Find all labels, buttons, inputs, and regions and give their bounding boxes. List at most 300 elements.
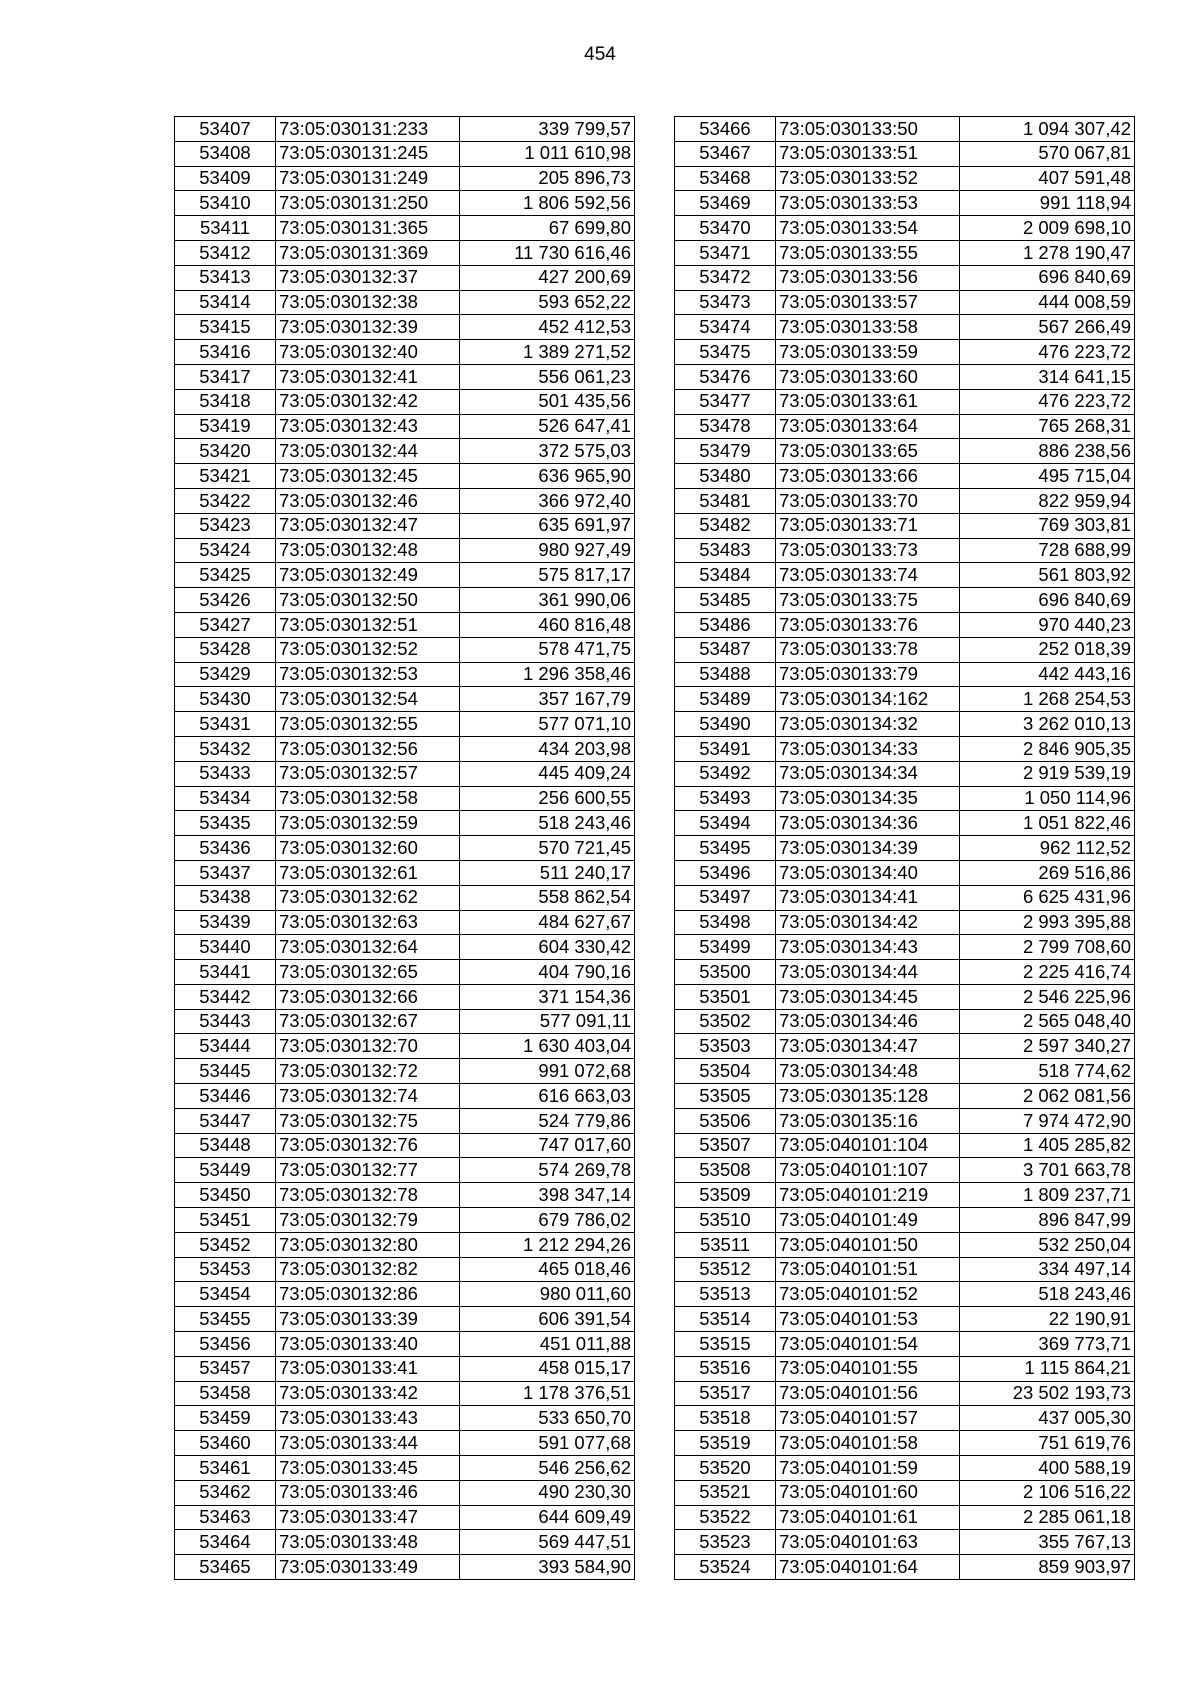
cadastral-number: 73:05:030133:59 (776, 340, 960, 365)
table-row (175, 637, 635, 662)
row-number: 53440 (175, 935, 276, 960)
table-row (175, 1505, 635, 1530)
cadastral-value: 1 405 285,82 (960, 1133, 1135, 1158)
cadastral-number: 73:05:030132:63 (276, 910, 460, 935)
row-number: 53451 (175, 1208, 276, 1233)
table-row (175, 563, 635, 588)
table-row (175, 935, 635, 960)
cadastral-number: 73:05:030133:73 (776, 538, 960, 563)
page-number: 454 (584, 44, 616, 65)
row-number: 53503 (675, 1034, 776, 1059)
table-row (175, 712, 635, 737)
cadastral-value: 398 347,14 (460, 1183, 635, 1208)
row-number: 53517 (675, 1381, 776, 1406)
cadastral-number: 73:05:030134:47 (776, 1034, 960, 1059)
table-row (675, 439, 1135, 464)
cadastral-value: 465 018,46 (460, 1257, 635, 1282)
row-number: 53495 (675, 836, 776, 861)
row-number: 53493 (675, 786, 776, 811)
cadastral-value: 696 840,69 (960, 588, 1135, 613)
cadastral-number: 73:05:030133:42 (276, 1381, 460, 1406)
cadastral-number: 73:05:030134:44 (776, 960, 960, 985)
row-number: 53424 (175, 538, 276, 563)
cadastral-value: 355 767,13 (960, 1530, 1135, 1555)
cadastral-table-left (174, 116, 635, 1580)
cadastral-number: 73:05:040101:55 (776, 1356, 960, 1381)
table-row (175, 984, 635, 1009)
cadastral-value: 1 630 403,04 (460, 1034, 635, 1059)
cadastral-value: 2 009 698,10 (960, 216, 1135, 241)
cadastral-number: 73:05:030132:86 (276, 1282, 460, 1307)
cadastral-value: 437 005,30 (960, 1406, 1135, 1431)
table-row (675, 117, 1135, 142)
cadastral-value: 991 072,68 (460, 1059, 635, 1084)
table-row (175, 439, 635, 464)
row-number: 53410 (175, 191, 276, 216)
cadastral-value: 339 799,57 (460, 117, 635, 142)
cadastral-number: 73:05:030132:47 (276, 513, 460, 538)
cadastral-number: 73:05:030133:65 (776, 439, 960, 464)
cadastral-value: 822 959,94 (960, 488, 1135, 513)
row-number: 53416 (175, 340, 276, 365)
table-row (675, 1480, 1135, 1505)
cadastral-number: 73:05:030131:233 (276, 117, 460, 142)
row-number: 53502 (675, 1009, 776, 1034)
row-number: 53485 (675, 588, 776, 613)
cadastral-value: 334 497,14 (960, 1257, 1135, 1282)
table-row (675, 836, 1135, 861)
table-row (675, 588, 1135, 613)
table-row (175, 662, 635, 687)
table-row (675, 786, 1135, 811)
cadastral-value: 980 927,49 (460, 538, 635, 563)
table-row (175, 1183, 635, 1208)
cadastral-number: 73:05:030132:58 (276, 786, 460, 811)
row-number: 53470 (675, 216, 776, 241)
row-number: 53425 (175, 563, 276, 588)
table-row (675, 1356, 1135, 1381)
table-row (175, 1456, 635, 1481)
row-number: 53507 (675, 1133, 776, 1158)
cadastral-value: 574 269,78 (460, 1158, 635, 1183)
row-number: 53427 (175, 612, 276, 637)
table-row (175, 1059, 635, 1084)
cadastral-value: 1 115 864,21 (960, 1356, 1135, 1381)
cadastral-value: 361 990,06 (460, 588, 635, 613)
cadastral-value: 6 625 431,96 (960, 885, 1135, 910)
row-number: 53444 (175, 1034, 276, 1059)
cadastral-number: 73:05:040101:64 (776, 1555, 960, 1580)
cadastral-number: 73:05:030134:43 (776, 935, 960, 960)
cadastral-number: 73:05:040101:52 (776, 1282, 960, 1307)
cadastral-value: 578 471,75 (460, 637, 635, 662)
cadastral-number: 73:05:030131:245 (276, 141, 460, 166)
cadastral-number: 73:05:030132:38 (276, 290, 460, 315)
cadastral-value: 452 412,53 (460, 315, 635, 340)
table-row (675, 191, 1135, 216)
row-number: 53491 (675, 736, 776, 761)
table-row (675, 1381, 1135, 1406)
table-row (175, 761, 635, 786)
cadastral-number: 73:05:030132:62 (276, 885, 460, 910)
cadastral-number: 73:05:040101:63 (776, 1530, 960, 1555)
table-row (675, 984, 1135, 1009)
cadastral-value: 444 008,59 (960, 290, 1135, 315)
cadastral-number: 73:05:030133:51 (776, 141, 960, 166)
row-number: 53522 (675, 1505, 776, 1530)
cadastral-value: 577 091,11 (460, 1009, 635, 1034)
row-number: 53471 (675, 240, 776, 265)
row-number: 53435 (175, 811, 276, 836)
cadastral-number: 73:05:030134:45 (776, 984, 960, 1009)
table-row (675, 910, 1135, 935)
table-row (175, 117, 635, 142)
cadastral-number: 73:05:040101:60 (776, 1480, 960, 1505)
table-row (675, 563, 1135, 588)
row-number: 53417 (175, 364, 276, 389)
table-row (175, 240, 635, 265)
cadastral-value: 476 223,72 (960, 389, 1135, 414)
table-row (175, 811, 635, 836)
table-row (675, 141, 1135, 166)
table-row (175, 1431, 635, 1456)
row-number: 53423 (175, 513, 276, 538)
table-row (675, 538, 1135, 563)
cadastral-value: 2 285 061,18 (960, 1505, 1135, 1530)
table-row (175, 736, 635, 761)
table-row (675, 1282, 1135, 1307)
cadastral-value: 765 268,31 (960, 414, 1135, 439)
cadastral-value: 570 067,81 (960, 141, 1135, 166)
cadastral-number: 73:05:030132:49 (276, 563, 460, 588)
cadastral-number: 73:05:030132:45 (276, 464, 460, 489)
table-row (175, 687, 635, 712)
cadastral-value: 393 584,90 (460, 1555, 635, 1580)
cadastral-value: 747 017,60 (460, 1133, 635, 1158)
cadastral-value: 561 803,92 (960, 563, 1135, 588)
table-row (675, 960, 1135, 985)
cadastral-value: 518 243,46 (960, 1282, 1135, 1307)
cadastral-value: 526 647,41 (460, 414, 635, 439)
table-row (675, 1257, 1135, 1282)
row-number: 53479 (675, 439, 776, 464)
cadastral-number: 73:05:030132:43 (276, 414, 460, 439)
cadastral-number: 73:05:040101:53 (776, 1307, 960, 1332)
row-number: 53445 (175, 1059, 276, 1084)
cadastral-value: 407 591,48 (960, 166, 1135, 191)
cadastral-number: 73:05:030134:32 (776, 712, 960, 737)
cadastral-value: 751 619,76 (960, 1431, 1135, 1456)
table-row (675, 265, 1135, 290)
row-number: 53419 (175, 414, 276, 439)
cadastral-table-right (674, 116, 1135, 1580)
table-row (675, 612, 1135, 637)
cadastral-number: 73:05:030132:70 (276, 1034, 460, 1059)
table-row (675, 1084, 1135, 1109)
row-number: 53511 (675, 1232, 776, 1257)
table-row (675, 1034, 1135, 1059)
cadastral-value: 679 786,02 (460, 1208, 635, 1233)
cadastral-value: 372 575,03 (460, 439, 635, 464)
cadastral-value: 1 050 114,96 (960, 786, 1135, 811)
table-row (175, 191, 635, 216)
table-row (175, 1381, 635, 1406)
table-row (675, 464, 1135, 489)
row-number: 53422 (175, 488, 276, 513)
row-number: 53433 (175, 761, 276, 786)
table-row (675, 389, 1135, 414)
cadastral-number: 73:05:040101:59 (776, 1456, 960, 1481)
row-number: 53437 (175, 860, 276, 885)
cadastral-value: 636 965,90 (460, 464, 635, 489)
row-number: 53512 (675, 1257, 776, 1282)
table-row (675, 1158, 1135, 1183)
cadastral-number: 73:05:030133:56 (776, 265, 960, 290)
table-row (175, 340, 635, 365)
cadastral-number: 73:05:030133:41 (276, 1356, 460, 1381)
cadastral-value: 606 391,54 (460, 1307, 635, 1332)
cadastral-value: 2 062 081,56 (960, 1084, 1135, 1109)
row-number: 53478 (675, 414, 776, 439)
cadastral-value: 644 609,49 (460, 1505, 635, 1530)
row-number: 53510 (675, 1208, 776, 1233)
row-number: 53463 (175, 1505, 276, 1530)
cadastral-value: 22 190,91 (960, 1307, 1135, 1332)
table-row (675, 1059, 1135, 1084)
row-number: 53519 (675, 1431, 776, 1456)
row-number: 53486 (675, 612, 776, 637)
cadastral-value: 484 627,67 (460, 910, 635, 935)
cadastral-value: 567 266,49 (960, 315, 1135, 340)
cadastral-value: 11 730 616,46 (460, 240, 635, 265)
row-number: 53459 (175, 1406, 276, 1431)
table-row (175, 885, 635, 910)
cadastral-number: 73:05:030132:76 (276, 1133, 460, 1158)
table-row (675, 488, 1135, 513)
row-number: 53472 (675, 265, 776, 290)
cadastral-number: 73:05:030133:55 (776, 240, 960, 265)
cadastral-value: 490 230,30 (460, 1480, 635, 1505)
cadastral-number: 73:05:040101:50 (776, 1232, 960, 1257)
table-row (675, 1108, 1135, 1133)
row-number: 53452 (175, 1232, 276, 1257)
cadastral-number: 73:05:030132:48 (276, 538, 460, 563)
table-row (675, 860, 1135, 885)
row-number: 53481 (675, 488, 776, 513)
table-row (675, 811, 1135, 836)
cadastral-value: 369 773,71 (960, 1332, 1135, 1357)
table-row (675, 513, 1135, 538)
table-row (175, 265, 635, 290)
cadastral-number: 73:05:030133:49 (276, 1555, 460, 1580)
cadastral-value: 886 238,56 (960, 439, 1135, 464)
cadastral-number: 73:05:030133:78 (776, 637, 960, 662)
row-number: 53460 (175, 1431, 276, 1456)
cadastral-value: 524 779,86 (460, 1108, 635, 1133)
cadastral-number: 73:05:030132:82 (276, 1257, 460, 1282)
table-row (175, 1555, 635, 1580)
cadastral-number: 73:05:030132:52 (276, 637, 460, 662)
cadastral-number: 73:05:030133:47 (276, 1505, 460, 1530)
table-row (675, 240, 1135, 265)
row-number: 53513 (675, 1282, 776, 1307)
table-row (675, 216, 1135, 241)
cadastral-number: 73:05:040101:219 (776, 1183, 960, 1208)
table-row (675, 1555, 1135, 1580)
cadastral-number: 73:05:030134:35 (776, 786, 960, 811)
cadastral-value: 23 502 193,73 (960, 1381, 1135, 1406)
cadastral-value: 1 178 376,51 (460, 1381, 635, 1406)
cadastral-number: 73:05:030134:39 (776, 836, 960, 861)
row-number: 53432 (175, 736, 276, 761)
cadastral-number: 73:05:030132:77 (276, 1158, 460, 1183)
cadastral-number: 73:05:030132:54 (276, 687, 460, 712)
row-number: 53439 (175, 910, 276, 935)
cadastral-value: 1 094 307,42 (960, 117, 1135, 142)
row-number: 53501 (675, 984, 776, 1009)
row-number: 53505 (675, 1084, 776, 1109)
table-row (675, 935, 1135, 960)
cadastral-value: 593 652,22 (460, 290, 635, 315)
row-number: 53468 (675, 166, 776, 191)
cadastral-number: 73:05:030133:48 (276, 1530, 460, 1555)
cadastral-number: 73:05:030133:54 (776, 216, 960, 241)
table-row (175, 538, 635, 563)
cadastral-number: 73:05:030134:33 (776, 736, 960, 761)
row-number: 53453 (175, 1257, 276, 1282)
cadastral-number: 73:05:030131:365 (276, 216, 460, 241)
row-number: 53415 (175, 315, 276, 340)
row-number: 53449 (175, 1158, 276, 1183)
table-row (175, 364, 635, 389)
table-row (175, 1257, 635, 1282)
row-number: 53488 (675, 662, 776, 687)
row-number: 53431 (175, 712, 276, 737)
table-row (675, 687, 1135, 712)
table-row (675, 1009, 1135, 1034)
row-number: 53504 (675, 1059, 776, 1084)
table-row (175, 1356, 635, 1381)
row-number: 53456 (175, 1332, 276, 1357)
cadastral-value: 1 268 254,53 (960, 687, 1135, 712)
cadastral-number: 73:05:030134:48 (776, 1059, 960, 1084)
row-number: 53438 (175, 885, 276, 910)
table-row (175, 910, 635, 935)
cadastral-value: 616 663,03 (460, 1084, 635, 1109)
cadastral-number: 73:05:030132:75 (276, 1108, 460, 1133)
table-row (175, 1530, 635, 1555)
cadastral-number: 73:05:030133:46 (276, 1480, 460, 1505)
row-number: 53455 (175, 1307, 276, 1332)
cadastral-value: 1 809 237,71 (960, 1183, 1135, 1208)
cadastral-value: 451 011,88 (460, 1332, 635, 1357)
table-row (675, 736, 1135, 761)
row-number: 53446 (175, 1084, 276, 1109)
row-number: 53412 (175, 240, 276, 265)
cadastral-value: 518 774,62 (960, 1059, 1135, 1084)
table-row (675, 414, 1135, 439)
table-row (175, 315, 635, 340)
cadastral-value: 728 688,99 (960, 538, 1135, 563)
table-row (175, 513, 635, 538)
cadastral-number: 73:05:030132:51 (276, 612, 460, 637)
cadastral-number: 73:05:030134:41 (776, 885, 960, 910)
cadastral-number: 73:05:040101:57 (776, 1406, 960, 1431)
cadastral-number: 73:05:030133:53 (776, 191, 960, 216)
row-number: 53407 (175, 117, 276, 142)
cadastral-value: 252 018,39 (960, 637, 1135, 662)
cadastral-number: 73:05:030133:75 (776, 588, 960, 613)
cadastral-number: 73:05:040101:49 (776, 1208, 960, 1233)
cadastral-number: 73:05:040101:104 (776, 1133, 960, 1158)
cadastral-value: 1 212 294,26 (460, 1232, 635, 1257)
table-row (175, 1108, 635, 1133)
row-number: 53480 (675, 464, 776, 489)
row-number: 53520 (675, 1456, 776, 1481)
cadastral-value: 532 250,04 (960, 1232, 1135, 1257)
cadastral-number: 73:05:030135:128 (776, 1084, 960, 1109)
cadastral-value: 511 240,17 (460, 860, 635, 885)
row-number: 53516 (675, 1356, 776, 1381)
cadastral-value: 970 440,23 (960, 612, 1135, 637)
cadastral-number: 73:05:030132:80 (276, 1232, 460, 1257)
cadastral-value: 366 972,40 (460, 488, 635, 513)
row-number: 53476 (675, 364, 776, 389)
row-number: 53442 (175, 984, 276, 1009)
cadastral-value: 442 443,16 (960, 662, 1135, 687)
table-row (175, 588, 635, 613)
row-number: 53474 (675, 315, 776, 340)
table-row (175, 1084, 635, 1109)
cadastral-number: 73:05:030131:369 (276, 240, 460, 265)
cadastral-number: 73:05:030132:46 (276, 488, 460, 513)
row-number: 53420 (175, 439, 276, 464)
cadastral-value: 3 701 663,78 (960, 1158, 1135, 1183)
cadastral-number: 73:05:030132:79 (276, 1208, 460, 1233)
cadastral-value: 569 447,51 (460, 1530, 635, 1555)
row-number: 53421 (175, 464, 276, 489)
row-number: 53508 (675, 1158, 776, 1183)
table-row (175, 1232, 635, 1257)
cadastral-value: 404 790,16 (460, 960, 635, 985)
cadastral-value: 991 118,94 (960, 191, 1135, 216)
row-number: 53477 (675, 389, 776, 414)
row-number: 53518 (675, 1406, 776, 1431)
cadastral-number: 73:05:030133:44 (276, 1431, 460, 1456)
cadastral-number: 73:05:030132:41 (276, 364, 460, 389)
cadastral-value: 980 011,60 (460, 1282, 635, 1307)
cadastral-value: 2 993 395,88 (960, 910, 1135, 935)
row-number: 53418 (175, 389, 276, 414)
cadastral-value: 314 641,15 (960, 364, 1135, 389)
cadastral-value: 476 223,72 (960, 340, 1135, 365)
cadastral-number: 73:05:040101:51 (776, 1257, 960, 1282)
row-number: 53464 (175, 1530, 276, 1555)
cadastral-value: 2 919 539,19 (960, 761, 1135, 786)
cadastral-value: 696 840,69 (960, 265, 1135, 290)
cadastral-number: 73:05:040101:107 (776, 1158, 960, 1183)
cadastral-number: 73:05:030133:61 (776, 389, 960, 414)
cadastral-number: 73:05:030132:65 (276, 960, 460, 985)
cadastral-value: 575 817,17 (460, 563, 635, 588)
row-number: 53497 (675, 885, 776, 910)
cadastral-number: 73:05:030132:67 (276, 1009, 460, 1034)
cadastral-number: 73:05:030132:61 (276, 860, 460, 885)
table-row (175, 1133, 635, 1158)
cadastral-number: 73:05:030133:60 (776, 364, 960, 389)
cadastral-number: 73:05:030134:46 (776, 1009, 960, 1034)
cadastral-number: 73:05:030132:53 (276, 662, 460, 687)
